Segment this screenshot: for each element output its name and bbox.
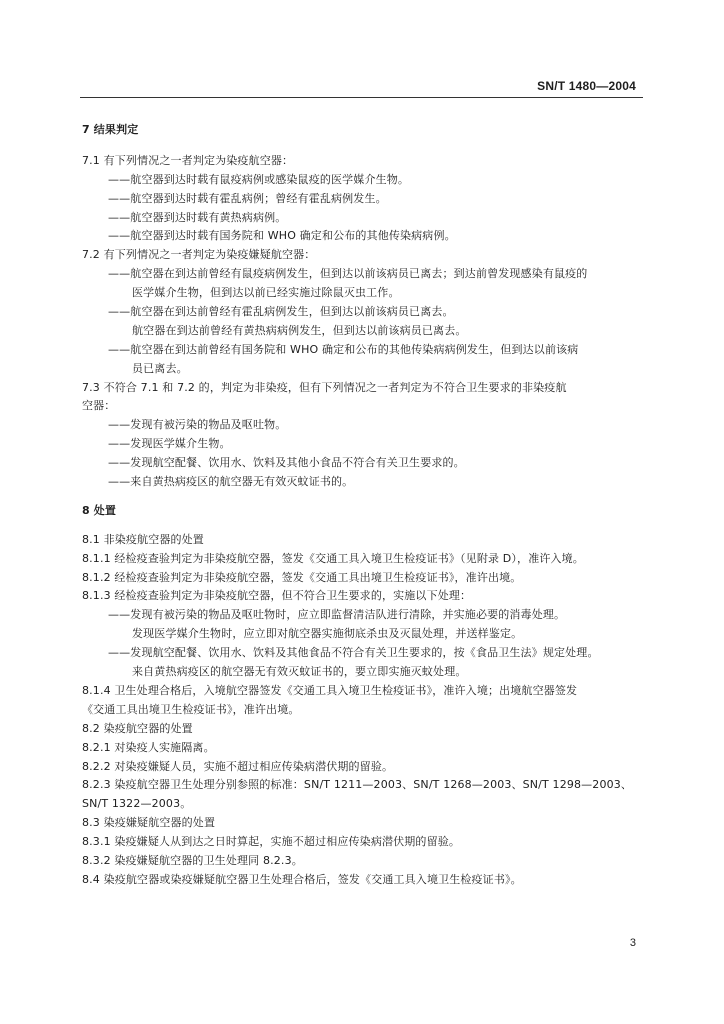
text-line: 8.2.1 对染疫人实施隔离。 [82,740,215,754]
document-body [80,121,643,890]
section-heading: 7 结果判定 [82,123,139,136]
text-line: 7.2 有下列情况之一者判定为染疫嫌疑航空器： [82,248,316,262]
text-line: 来自黄热病疫区的航空器无有效灭蚊证书的，要立即实施灭蚊处理。 [132,665,467,679]
spacer [80,140,643,152]
text-line: 医学媒介生物，但到达以前已经实施过除鼠灭虫工作。 [132,286,400,300]
text-line: 8.1.4 卫生处理合格后，入境航空器签发《交通工具入境卫生检疫证书》，准许入境；出境航空器签发 [82,683,578,697]
page-number: 3 [629,937,636,949]
text-line: 8.3.2 染疫嫌疑航空器的卫生处理同 8.2.3。 [82,853,303,867]
text-line: 8.2.3 染疫航空器卫生处理分别参照的标准：SN/T 1211—2003、SN/T 1268—2003、SN/T 1298—2003、 [82,778,633,792]
text-line: 空器： [82,399,116,413]
text-line: ——发现有被污染的物品及呕吐物。 [108,418,287,432]
text-line: 8.2 染疫航空器的处置 [82,721,193,735]
text-line: ——发现航空配餐、饮用水、饮料及其他食品不符合有关卫生要求的，按《食品卫生法》规定处理。 [108,646,599,660]
text-line: 8.1.3 经检疫查验判定为非染疫航空器，但不符合卫生要求的，实施以下处理： [82,589,472,603]
spacer [80,492,643,502]
text-line: 7.3 不符合 7.1 和 7.2 的，判定为非染疫，但有下列情况之一者判定为不符合卫生要求的非染疫航 [82,380,567,394]
text-line: SN/T 1322—2003。 [82,797,192,811]
standard-code: SN/T 1480—2004 [537,79,636,93]
text-line: ——来自黄热病疫区的航空器无有效灭蚊证书的。 [108,475,354,489]
text-line: ——发现航空配餐、饮用水、饮料及其他小食品不符合有关卫生要求的。 [108,456,465,470]
text-line: 航空器在到达前曾经有黄热病病例发生，但到达以前该病员已离去。 [132,323,467,337]
text-line: 8.2.2 对染疫嫌疑人员，实施不超过相应传染病潜伏期的留验。 [82,759,394,773]
spacer [80,521,643,531]
header-rule [80,97,643,98]
text-line: 8.1.1 经检疫查验判定为非染疫航空器，签发《交通工具入境卫生检疫证书》（见附录 D），准许入境。 [82,551,584,565]
text-line: ——航空器到达时载有鼠疫病例或感染鼠疫的医学媒介生物。 [108,172,410,186]
text-line: 8.1 非染疫航空器的处置 [82,532,204,546]
text-line: ——航空器在到达前曾经有鼠疫病例发生，但到达以前该病员已离去；到达前曾发现感染有鼠疫的 [108,267,588,281]
text-line: 发现医学媒介生物时，应立即对航空器实施彻底杀虫及灭鼠处理，并送样鉴定。 [132,627,523,641]
text-line: 《交通工具出境卫生检疫证书》，准许出境。 [82,702,300,716]
text-line: ——航空器到达时载有黄热病病例。 [108,210,287,224]
text-line: 8.1.2 经检疫查验判定为非染疫航空器，签发《交通工具出境卫生检疫证书》，准许出境。 [82,570,522,584]
text-line: 8.3 染疫嫌疑航空器的处置 [82,816,216,830]
text-line: ——发现有被污染的物品及呕吐物时，应立即监督清洁队进行清除，并实施必要的消毒处理。 [108,608,566,622]
section-heading: 8 处置 [82,503,117,517]
text-line: 员已离去。 [132,361,188,375]
text-line: ——航空器在到达前曾经有霍乱病例发生，但到达以前该病员已离去。 [108,305,454,319]
text-line: ——航空器在到达前曾经有国务院和 WHO 确定和公布的其他传染病病例发生，但到达以前该病 [108,342,579,356]
text-line: 8.3.1 染疫嫌疑人从到达之日时算起，实施不超过相应传染病潜伏期的留验。 [82,835,461,849]
text-line: ——发现医学媒介生物。 [108,437,231,451]
text-line: ——航空器到达时载有国务院和 WHO 确定和公布的其他传染病病例。 [108,229,456,243]
text-line: 7.1 有下列情况之一者判定为染疫航空器： [82,153,294,167]
text-line: ——航空器到达时载有霍乱病例；曾经有霍乱病例发生。 [108,191,387,205]
text-line: 8.4 染疫航空器或染疫嫌疑航空器卫生处理合格后，签发《交通工具入境卫生检疫证书》。 [82,872,522,886]
